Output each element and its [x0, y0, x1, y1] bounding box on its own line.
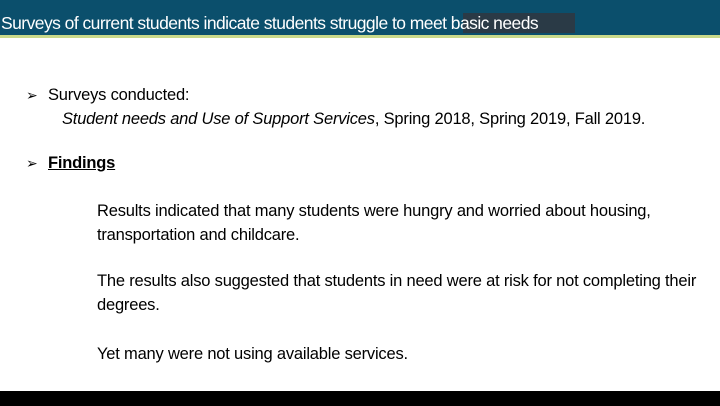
arrow-bullet-icon: ➢ — [26, 87, 38, 103]
slide-title: Surveys of current students indicate students struggle to meet basic needs — [1, 13, 539, 33]
finding-paragraph-1: Results indicated that many students were hungry and worried about housing, transportation and childcare. — [97, 202, 651, 244]
footer-bar — [0, 391, 720, 406]
finding-paragraph-2: The results also suggested that students in need were at risk for not completing their degrees. — [97, 272, 697, 314]
surveys-label: Surveys conducted: — [48, 86, 190, 104]
survey-title: Student needs and Use of Support Services — [62, 110, 375, 128]
bullet-findings — [26, 153, 115, 173]
survey-dates: , Spring 2018, Spring 2019, Fall 2019. — [374, 110, 646, 128]
finding-paragraph-3: Yet many were not using available services. — [97, 345, 408, 363]
arrow-bullet-icon: ➢ — [26, 155, 38, 171]
findings-label: Findings — [48, 154, 116, 172]
bullet-surveys — [26, 85, 189, 105]
survey-details — [62, 109, 645, 129]
